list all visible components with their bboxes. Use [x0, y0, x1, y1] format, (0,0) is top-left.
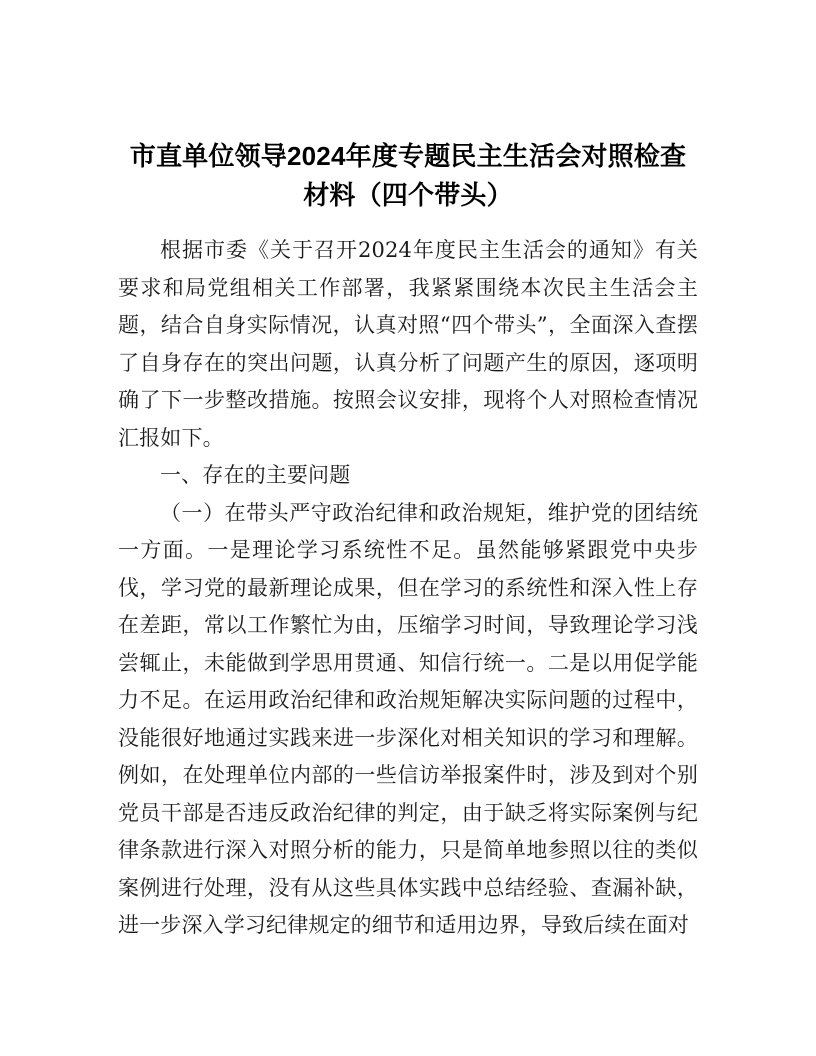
paragraph-section-1-1: （一）在带头严守政治纪律和政治规矩，维护党的团结统一方面。一是理论学习系统性不足。虽然能够紧跟党中央步伐，学习党的最新理论成果，但在学习的系统性和深入性上存在差距，常以工作繁忙为由，压缩学习时间，导致理论学习浅尝辄止，未能做到学思用贯通、知信行统一。二是以用促学能力不足。在运用政治纪律和政治规矩解决实际问题的过程中，没能很好地通过实践来进一步深化对相关知识的学习和理解。例如，在处理单位内部的一些信访举报案件时，涉及到对个别党员干部是否违反政治纪律的判定，由于缺乏将实际案例与纪律条款进行深入对照分析的能力，只是简单地参照以往的类似案例进行处理，没有从这些具体实践中总结经验、查漏补缺，进一步深入学习纪律规定的细节和适用边界，导致后续在面对	[118, 500, 698, 937]
document-body	[118, 232, 698, 945]
page-title: 市直单位领导2024年度专题民主生活会对照检查材料（四个带头）	[129, 141, 687, 210]
document-content-column	[118, 0, 698, 945]
paragraph-intro: 根据市委《关于召开2024年度民主生活会的通知》有关要求和局党组相关工作部署，我紧紧围绕本次民主生活会主题，结合自身实际情况，认真对照“四个带头”，全面深入查摆了自身存在的突出问题，认真分析了问题产生的原因，逐项明确了下一步整改措施。按照会议安排，现将个人对照检查情况汇报如下。	[118, 238, 698, 450]
section-heading-main-problems: 一、存在的主要问题	[160, 463, 351, 487]
